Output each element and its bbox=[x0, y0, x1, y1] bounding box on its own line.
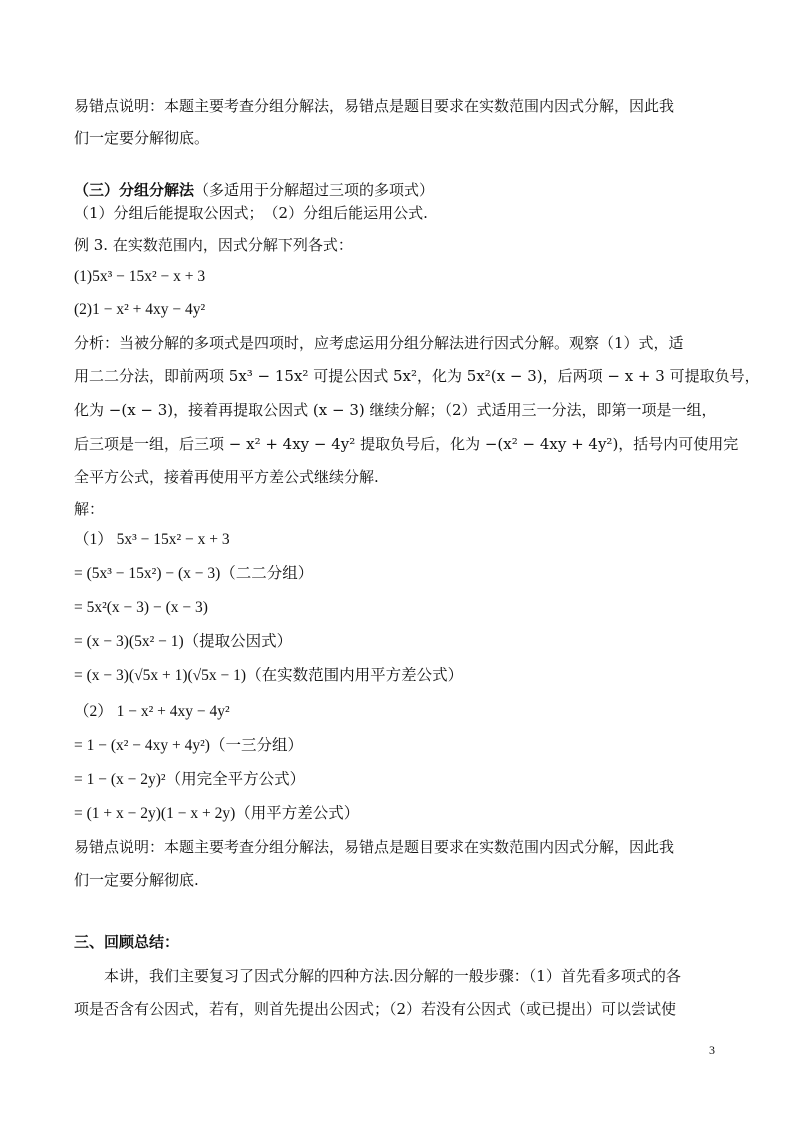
analysis-line-3: 化为 −(x − 3)，接着再提取公因式 (x − 3) 继续分解；（2）式适用三一分法，即第一项是一组， bbox=[74, 401, 717, 419]
solution-1-step-2: = 5x²(x − 3) − (x − 3) bbox=[74, 599, 208, 616]
solution-1-start: （1） 5x³ − 15x² − x + 3 bbox=[74, 531, 230, 548]
solution-2-step-2: = 1 − (x − 2y)²（用完全平方公式） bbox=[74, 771, 306, 788]
solution-2-start: （2） 1 − x² + 4xy − 4y² bbox=[74, 703, 230, 720]
solution-1-step-1: = (5x³ − 15x²) − (x − 3)（二二分组） bbox=[74, 565, 314, 582]
grouping-methods: （1）分组后能提取公因式； （2）分组后能运用公式. bbox=[74, 204, 428, 222]
review-line-1: 本讲，我们主要复习了因式分解的四种方法.因分解的一般步骤：（1）首先看多项式的各 bbox=[104, 967, 681, 985]
solution-1-step-4: = (x − 3)(√5x + 1)(√5x − 1)（在实数范围内用平方差公式） bbox=[74, 667, 464, 684]
example-3-part-1: (1)5x³ − 15x² − x + 3 bbox=[74, 268, 206, 285]
section-heading-grouping bbox=[74, 180, 724, 200]
solution-label: 解： bbox=[74, 500, 105, 518]
error-note-2-line-2: 们一定要分解彻底. bbox=[74, 871, 199, 889]
error-note-line-1: 易错点说明：本题主要考查分组分解法，易错点是题目要求在实数范围内因式分解，因此我 bbox=[74, 97, 675, 115]
error-note-line-2: 们一定要分解彻底。 bbox=[74, 129, 210, 147]
error-note-2-line-1: 易错点说明：本题主要考查分组分解法，易错点是题目要求在实数范围内因式分解，因此我 bbox=[74, 838, 675, 856]
analysis-line-2: 用二二分法，即前两项 5x³ − 15x² 可提公因式 5x²，化为 5x²(x − 3)，后两项 − x + 3 可提取负号， bbox=[74, 367, 760, 385]
section-heading-note: （多适用于分解超过三项的多项式） bbox=[194, 181, 435, 199]
solution-1-step-3: = (x − 3)(5x² − 1)（提取公因式） bbox=[74, 633, 293, 650]
example-3-prompt: 例 3. 在实数范围内，因式分解下列各式： bbox=[74, 236, 353, 254]
example-3-part-2: (2)1 − x² + 4xy − 4y² bbox=[74, 301, 206, 318]
analysis-line-1: 分析：当被分解的多项式是四项时，应考虑运用分组分解法进行因式分解。观察（1）式，适 bbox=[74, 334, 684, 352]
solution-2-step-1: = 1 − (x² − 4xy + 4y²)（一三分组） bbox=[74, 737, 303, 754]
review-line-2: 项是否含有公因式，若有，则首先提出公因式；（2）若没有公因式（或已提出）可以尝试使 bbox=[74, 1000, 677, 1018]
section-heading-review: 三、回顾总结： bbox=[74, 933, 180, 951]
page-number: 3 bbox=[709, 1043, 715, 1057]
analysis-line-5: 全平方公式，接着再使用平方差公式继续分解. bbox=[74, 468, 379, 486]
analysis-line-4: 后三项是一组，后三项 − x² + 4xy − 4y² 提取负号后，化为 −(x² − 4xy + 4y²)，括号内可使用完 bbox=[74, 435, 739, 453]
solution-2-step-3: = (1 + x − 2y)(1 − x + 2y)（用平方差公式） bbox=[74, 805, 360, 822]
section-heading-title: （三）分组分解法 bbox=[74, 181, 195, 199]
